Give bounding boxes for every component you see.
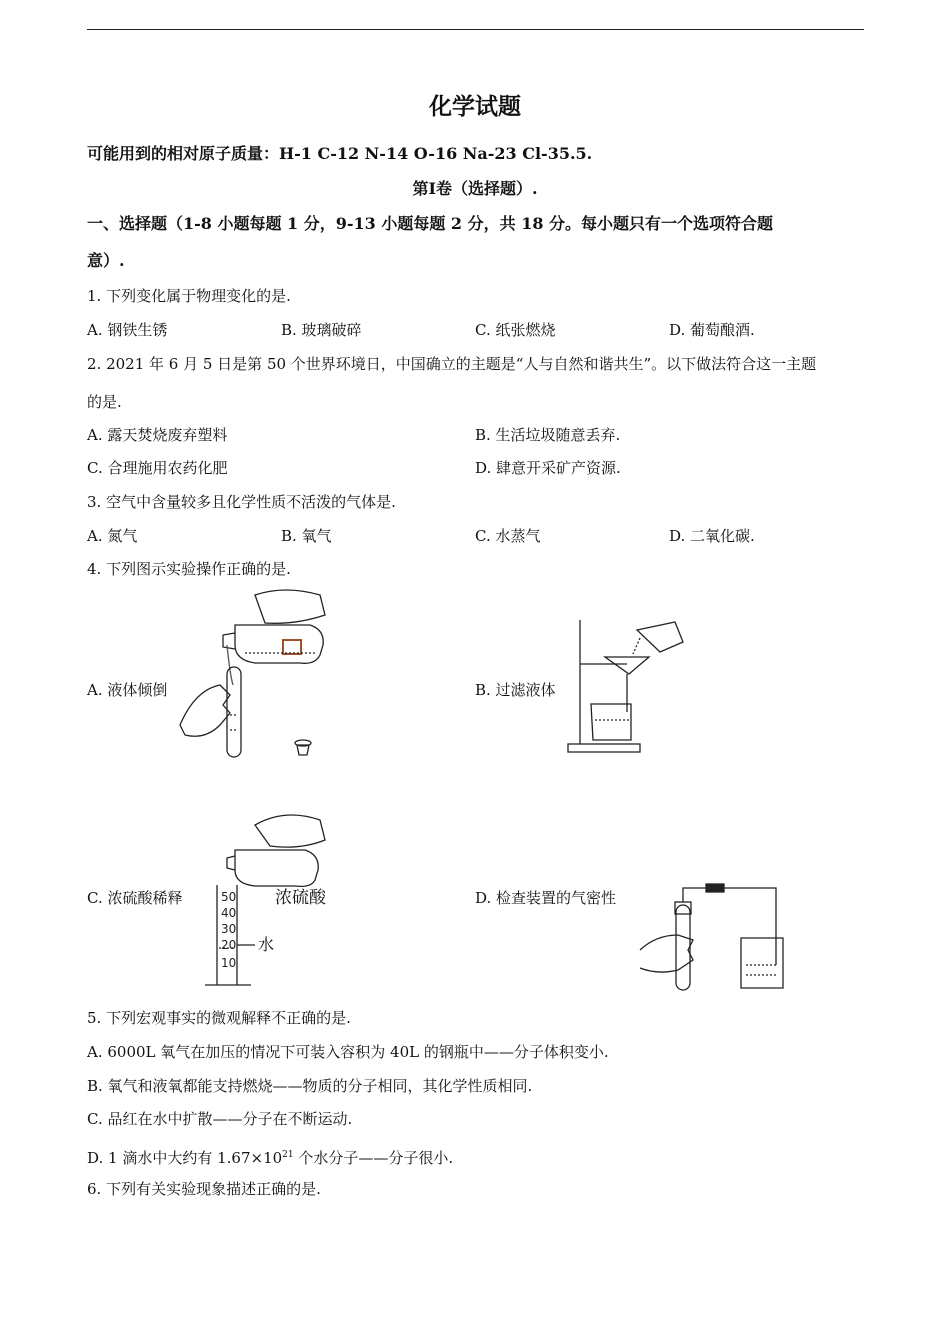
atomic-masses: 可能用到的相对原子质量：H-1 C-12 N-14 O-16 Na-23 Cl-35.5. — [87, 144, 593, 163]
q4-stem: 4. 下列图示实验操作正确的是. — [87, 560, 291, 578]
label-concentrated-acid: 浓硫酸 — [275, 888, 326, 908]
q2-stem-line1: 2. 2021 年 6 月 5 日是第 50 个世界环境日，中国确立的主题是“人与自然和谐共生”。以下做法符合这一主题 — [87, 355, 817, 373]
q1-stem: 1. 下列变化属于物理变化的是. — [87, 287, 291, 305]
q1-option-b: B. 玻璃破碎 — [281, 321, 362, 339]
q4-option-d: D. 检查装置的气密性 — [475, 889, 617, 907]
q2-option-d: D. 肆意开采矿产资源. — [475, 459, 621, 477]
q5-option-b: B. 氧气和液氧都能支持燃烧——物质的分子相同，其化学性质相同. — [87, 1077, 533, 1095]
q5-option-d-tail: 个水分子——分子很小. — [293, 1149, 454, 1167]
filtration-illustration — [565, 612, 695, 757]
q1-option-d: D. 葡萄酿酒. — [669, 321, 755, 339]
q5-stem: 5. 下列宏观事实的微观解释不正确的是. — [87, 1009, 351, 1027]
cylinder-tick-50: 50 — [221, 890, 237, 904]
q4-option-b: B. 过滤液体 — [475, 681, 556, 699]
cylinder-tick-20: 20 — [221, 938, 237, 952]
q6-stem: 6. 下列有关实验现象描述正确的是. — [87, 1180, 321, 1198]
q4-option-c: C. 浓硫酸稀释 — [87, 889, 183, 907]
page-title: 化学试题 — [429, 93, 521, 120]
q2-option-c: C. 合理施用农药化肥 — [87, 459, 228, 477]
q5-option-c: C. 品红在水中扩散——分子在不断运动. — [87, 1110, 353, 1128]
q2-option-b: B. 生活垃圾随意丢弃. — [475, 426, 621, 444]
dilution-illustration — [195, 800, 365, 995]
cylinder-tick-30: 30 — [221, 922, 237, 936]
q3-option-b: B. 氧气 — [281, 527, 332, 545]
q2-option-a: A. 露天焚烧废弃塑料 — [87, 426, 228, 444]
q5-option-d-text: D. 1 滴水中大约有 1.67×10 — [87, 1149, 283, 1167]
label-water: 水 — [258, 935, 275, 954]
section-heading-line1: 一、选择题（1-8 小题每题 1 分，9-13 小题每题 2 分，共 18 分。每小题只有一个选项符合题 — [87, 214, 774, 233]
cylinder-tick-40: 40 — [221, 906, 237, 920]
q3-stem: 3. 空气中含量较多且化学性质不活泼的气体是. — [87, 493, 396, 511]
q3-option-d: D. 二氧化碳. — [669, 527, 755, 545]
q1-option-a: A. 钢铁生锈 — [87, 321, 168, 339]
q3-option-a: A. 氮气 — [87, 527, 138, 545]
pouring-liquid-illustration — [175, 585, 345, 765]
q5-option-d-exponent: 21 — [282, 1150, 294, 1160]
q5-option-a: A. 6000L 氧气在加压的情况下可装入容积为 40L 的钢瓶中——分子体积变小. — [87, 1043, 609, 1061]
cylinder-tick-10: 10 — [221, 956, 237, 970]
q1-option-c: C. 纸张燃烧 — [475, 321, 556, 339]
airtightness-check-illustration — [638, 880, 788, 995]
q4-option-a: A. 液体倾倒 — [87, 681, 168, 699]
q5-option-d — [87, 1146, 453, 1167]
q2-stem-line2: 的是. — [87, 393, 122, 411]
header-rule — [87, 29, 864, 30]
part-title: 第Ⅰ卷（选择题）. — [412, 179, 538, 198]
section-heading-line2: 意）. — [87, 251, 125, 270]
q3-option-c: C. 水蒸气 — [475, 527, 541, 545]
